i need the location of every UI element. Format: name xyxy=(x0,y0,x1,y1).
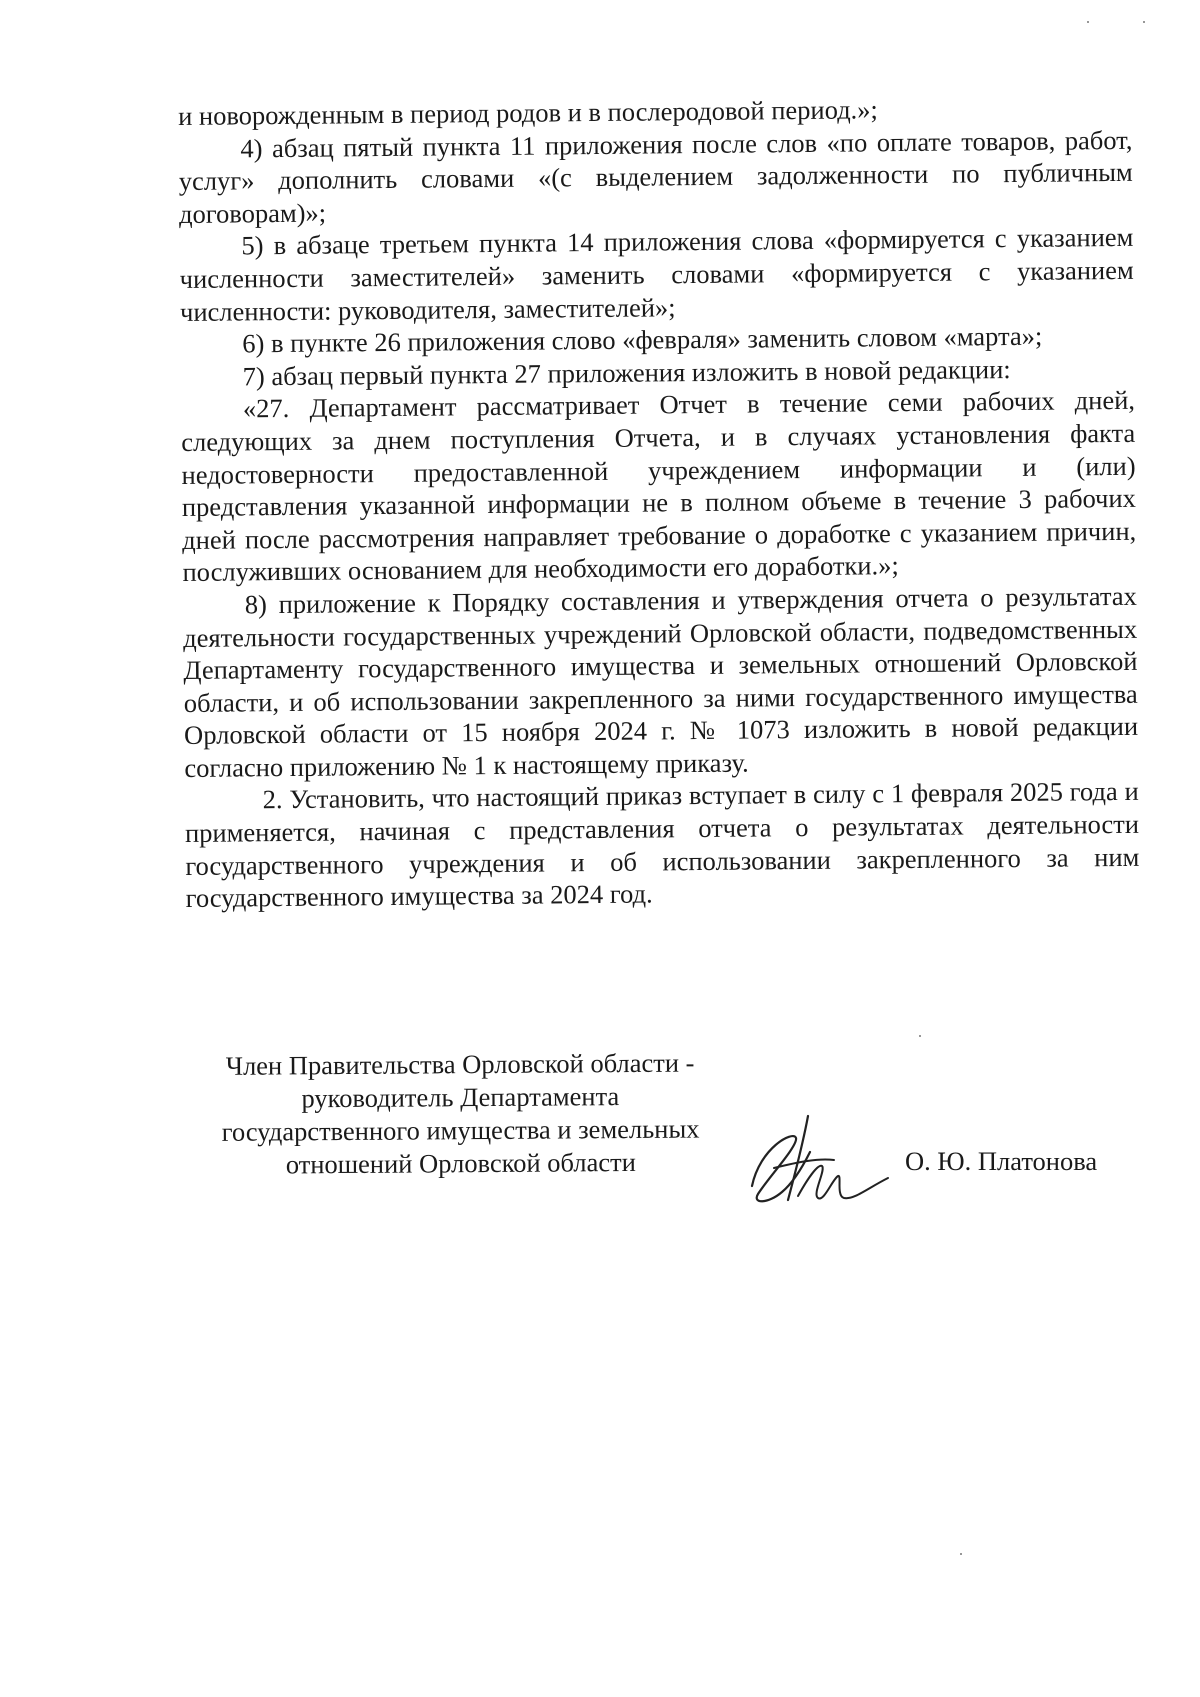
paragraph-item-6: 6) в пункте 26 приложения слово «февраля» заменить словом «марта»; xyxy=(242,320,1043,359)
paragraph-item-5: 5) в абзаце третьем пункта 14 приложения слова «формируется с указанием численности заместителей» заменить словами «формируется с указанием численности: руководителя, заместителей»; xyxy=(179,222,1134,327)
paragraph-section-2: 2. Установить, что настоящий приказ вступает в силу с 1 февраля 2025 года и применяется, начиная с представления отчета о результатах деятельности государственного учреждения и об использовании закрепленного за ним государственного имущества за 2024 год. xyxy=(184,776,1140,914)
signer-position-line: отношений Орловской области xyxy=(285,1146,636,1180)
paragraph-item-4: 4) абзац пятый пункта 11 приложения после слов «по оплате товаров, работ, услуг» дополнить словами «(с выделением задолженности по публичным договорам)»; xyxy=(178,124,1133,229)
scan-speck xyxy=(1087,21,1089,23)
signer-position xyxy=(200,1046,721,1182)
handwritten-signature xyxy=(738,1108,898,1216)
paragraph-item-7: 7) абзац первый пункта 27 приложения изложить в новой редакции: xyxy=(242,353,1011,392)
paragraph-continuation: и новорожденным в период родов и в послеродовой период.»; xyxy=(178,94,878,131)
scan-speck xyxy=(919,1035,921,1037)
paragraph-item-8: 8) приложение к Порядку составления и утверждения отчета о результатах деятельности государственных учреждений Орловской области, подведомственных Департаменту государственного имущества и земельных отношений Орловской области, и об использовании закрепленного за ними государственного имущества Орловской области от 15 ноября 2024 г. № 1073 изложить в новой редакции согласно приложению № 1 к настоящему приказу. xyxy=(183,580,1139,783)
scan-speck xyxy=(1143,21,1145,23)
signer-name: О. Ю. Платонова xyxy=(905,1146,1098,1176)
signer-position-line: государственного имущества и земельных xyxy=(221,1113,700,1147)
document-body xyxy=(178,91,1140,915)
signer-position-line: руководитель Департамента xyxy=(301,1081,620,1114)
scan-speck xyxy=(960,1553,962,1555)
signer-position-line: Член Правительства Орловской области - xyxy=(225,1047,695,1081)
paragraph-quoted-27: «27. Департамент рассматривает Отчет в течение семи рабочих дней, следующих за днем поступления Отчета, и в случаях установления факта недостоверности предоставленной учреждением информации и (или) представления указанной информации не в полном объеме в течение 3 рабочих дней после рассмотрения направляет требование о доработке с указанием причин, послуживших основанием для необходимости его доработки.»; xyxy=(181,385,1137,588)
